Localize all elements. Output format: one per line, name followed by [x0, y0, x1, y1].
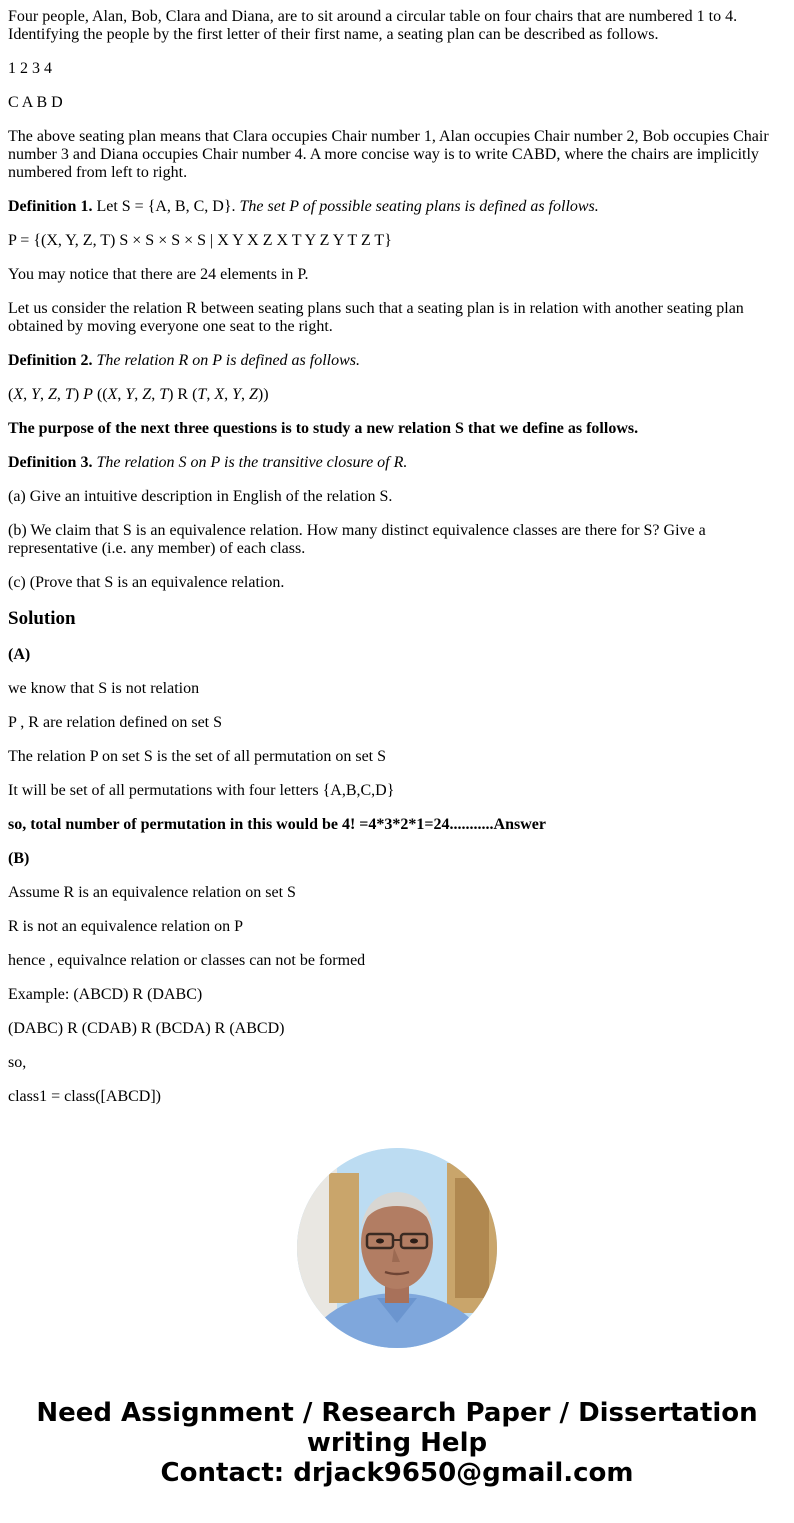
solution-a-line: It will be set of all permutations with four letters {A,B,C,D}: [8, 782, 395, 799]
solution-b-line: Example: (ABCD) R (DABC): [8, 986, 203, 1003]
formula-var: T: [197, 386, 207, 403]
solution-b-line: Assume R is an equivalence relation on set S: [8, 884, 296, 901]
solution-b-line: so,: [8, 1054, 27, 1071]
question-a: (a) Give an intuitive description in English of the relation S.: [8, 488, 393, 505]
promo-line-2: writing Help: [306, 1428, 488, 1458]
formula-var: Y: [31, 386, 41, 403]
relation-intro: Let us consider the relation R between seating plans such that a seating plan is in relation with another seating plan obtained by moving everyone one seat to the right.: [8, 300, 744, 335]
formula-var: T: [159, 386, 169, 403]
solution-b-line: hence , equivalnce relation or classes can not be formed: [8, 952, 366, 969]
definition-2-italic: The relation R on P is defined as follows.: [92, 352, 361, 369]
formula-var: Z: [48, 386, 57, 403]
part-b-label: [8, 850, 786, 868]
formula-part: ,: [206, 386, 215, 403]
people-row: C A B D: [8, 94, 63, 111]
formula-part: (: [8, 386, 14, 403]
formula-var: Y: [125, 386, 135, 403]
question-c: (c) (Prove that S is an equivalence relation.: [8, 574, 285, 591]
solution-a-answer: [8, 816, 786, 834]
purpose-statement: [8, 420, 786, 438]
definition-3-label: Definition 3.: [8, 454, 93, 471]
definition-1: [8, 198, 786, 216]
formula-part: ,: [224, 386, 233, 403]
formula-var: P: [83, 386, 93, 403]
definition-2-label: Definition 2.: [8, 352, 93, 369]
seating-explanation: The above seating plan means that Clara occupies Chair number 1, Alan occupies Chair number 2, Bob occupies Chair number 3 and Diana occupies Chair number 4. A more concise way is to write CABD, where the chairs are implicitly numbered from left to right.: [8, 128, 769, 181]
problem-intro: Four people, Alan, Bob, Clara and Diana, are to sit around a circular table on four chairs that are numbered 1 to 4. Identifying the people by the first letter of their first name, a seating plan can be described as follows.: [8, 8, 738, 43]
part-b-label-text: (B): [8, 850, 30, 867]
formula-var: Z: [142, 386, 152, 403]
part-a-label-text: (A): [8, 646, 31, 663]
chairs-row: 1 2 3 4: [8, 60, 52, 77]
promo-contact: Contact: drjack9650@gmail.com: [160, 1458, 634, 1488]
formula-part: ,: [56, 386, 65, 403]
formula-part: ,: [40, 386, 49, 403]
formula-var: Z: [249, 386, 258, 403]
promo-banner: [8, 1398, 786, 1488]
question-b: (b) We claim that S is an equivalence relation. How many distinct equivalence classes are there for S? Give a representative (i.e. any member) of each class.: [8, 522, 706, 557]
promo-line-1: Need Assignment / Research Paper / Dissertation: [36, 1398, 758, 1428]
formula-part: ,: [151, 386, 160, 403]
definition-2: [8, 352, 786, 370]
definition-3-italic: The relation S on P is the transitive closure of R.: [92, 454, 408, 471]
formula-var: X: [214, 386, 225, 403]
formula-var: X: [13, 386, 24, 403]
definition-1-italic: The set P of possible seating plans is defined as follows.: [239, 198, 599, 215]
solution-heading: Solution: [8, 608, 76, 629]
tutor-avatar: [297, 1148, 497, 1348]
purpose-text: The purpose of the next three questions is to study a new relation S that we define as follows.: [8, 420, 639, 437]
solution-a-line: P , R are relation defined on set S: [8, 714, 223, 731]
solution-b-line: R is not an equivalence relation on P: [8, 918, 244, 935]
solution-b-line: class1 = class([ABCD]): [8, 1088, 161, 1105]
definition-1-text: Let S = {A, B, C, D}.: [92, 198, 240, 215]
formula-var: T: [64, 386, 74, 403]
solution-b-line: (DABC) R (CDAB) R (BCDA) R (ABCD): [8, 1020, 285, 1037]
formula-part: ,: [134, 386, 143, 403]
definition-2-formula: [8, 386, 786, 404]
formula-part: ,: [117, 386, 126, 403]
formula-part: ,: [23, 386, 32, 403]
solution-a-line: we know that S is not relation: [8, 680, 200, 697]
set-p-formula: P = {(X, Y, Z, T) S × S × S × S | X Y X Z X T Y Z Y T Z T}: [8, 232, 392, 249]
formula-part: ) R (: [168, 386, 198, 403]
formula-part: ((: [92, 386, 108, 403]
solution-a-answer-text: so, total number of permutation in this would be 4! =4*3*2*1=24...........Answer: [8, 816, 546, 833]
formula-part: ): [73, 386, 84, 403]
definition-3: [8, 454, 786, 472]
tutor-portrait-icon: [297, 1148, 497, 1348]
part-a-label: [8, 646, 786, 664]
definition-1-label: Definition 1.: [8, 198, 93, 215]
formula-var: X: [107, 386, 118, 403]
tutor-avatar-wrapper: [297, 1148, 497, 1348]
formula-part: )): [257, 386, 269, 403]
elements-notice: You may notice that there are 24 elements in P.: [8, 266, 309, 283]
formula-var: Y: [232, 386, 242, 403]
formula-part: ,: [241, 386, 250, 403]
solution-a-line: The relation P on set S is the set of all permutation on set S: [8, 748, 387, 765]
